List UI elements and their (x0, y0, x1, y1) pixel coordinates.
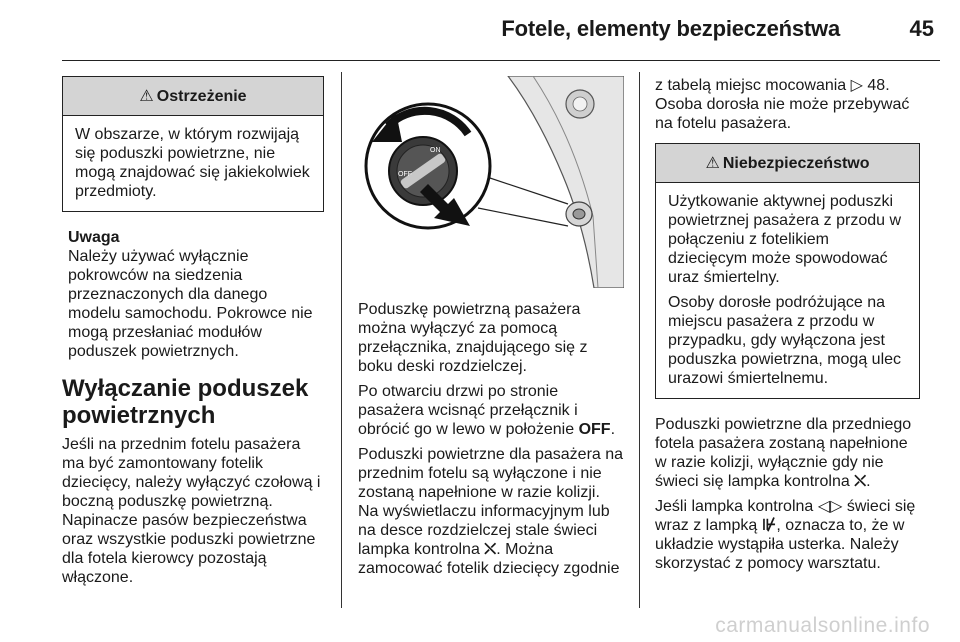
header-divider (62, 60, 940, 61)
warning-box (62, 76, 324, 212)
airbag-readiness-icon: ⊮ (761, 517, 777, 534)
para-fault-warning (655, 497, 920, 573)
note-title: Uwaga (68, 229, 120, 246)
airbag-off-icon: ⛌ (484, 541, 497, 558)
column-right (655, 76, 920, 579)
airbag-on-icon-right: ▷ (830, 498, 843, 515)
danger-box (655, 143, 920, 399)
watermark: carmanualsonline.info (715, 614, 930, 637)
airbag-off-icon: ⛌ (854, 473, 867, 490)
off-position-label: OFF (578, 421, 611, 438)
column-divider-2 (639, 72, 640, 608)
danger-box-text-2: Osoby dorosłe podróżujące na miejscu pasażera z przodu w przypadku, gdy wyłączona jest poduszka powietrzna, mogą ulec urazowi śmiertelnemu. (668, 294, 902, 387)
airbag-on-icon (818, 498, 843, 515)
para-mounting-table (655, 76, 920, 133)
danger-box-header (656, 144, 919, 183)
page-reference-icon: ▷ (850, 77, 863, 94)
danger-box-text-1: Użytkowanie aktywnej poduszki powietrznej pasażera z przodu w połączeniu z fotelikiem dziecięcym może spowodować uraz śmiertelny. (668, 193, 902, 286)
para-fault-warning-end: , oznacza to, że w układzie wystąpiła usterka. Należy skorzystać z pomocy warsztatu. (655, 517, 905, 572)
warning-triangle-icon: ⚠ (705, 155, 720, 172)
page-header-title: Fotele, elementy bezpieczeństwa (501, 16, 840, 41)
danger-box-title: Niebezpieczeństwo (722, 155, 870, 172)
para-mounting-table-end: . Osoba dorosła nie może przebywać na fotelu pasażera. (655, 77, 910, 132)
warning-box-title: Ostrzeżenie (156, 88, 247, 105)
para-airbags-active (655, 415, 920, 491)
danger-box-body (656, 183, 919, 398)
para-switch-operation-end: . (610, 421, 616, 438)
warning-triangle-icon: ⚠ (139, 88, 154, 105)
para-mounting-table-text: z tabelą miejsc mocowania (655, 77, 851, 94)
warning-box-header (63, 77, 323, 116)
column-divider-1 (341, 72, 342, 608)
para-airbags-disabled-text: Poduszki powietrzne dla pasażera na przednim fotelu są wyłączone i nie zostaną napełnione w razie kolizji. Na wyświetlaczu informacyjnym lub na desce rozdzielczej stale świeci lampka kontrolna (358, 446, 624, 558)
para-switch-operation-text: Po otwarciu drzwi po stronie pasażera wcisnąć przełącznik i obrócić go w lewo w położenie (358, 383, 579, 438)
para-switch-operation (358, 382, 624, 439)
para-fault-warning-text: Jeśli lampka kontrolna (655, 498, 818, 515)
para-airbags-disabled-end: . Można zamocować fotelik dziecięcy zgodnie (358, 541, 620, 577)
page-reference-link[interactable]: 48 (867, 77, 886, 94)
airbag-switch-illustration (358, 76, 624, 288)
para-switch-location: Poduszkę powietrzną pasażera można wyłączyć za pomocą przełącznika, znajdującego się z boku deski rozdzielczej. (358, 301, 588, 375)
column-left (62, 76, 324, 593)
para-airbags-disabled (358, 445, 624, 578)
column-middle (358, 76, 624, 584)
para-airbags-active-end: . (866, 473, 871, 490)
page-number: 45 (909, 16, 934, 41)
section-paragraph: Jeśli na przednim fotelu pasażera ma być zamontowany fotelik dziecięcy, należy wyłączyć czołową i boczną poduszkę powietrzną. Napinacze pasów bezpieczeństwa oraz wszystkie poduszki powietrzne dla fotela kierowcy pozostają włączone. (62, 436, 321, 586)
para-fault-warning-mid: świeci się wraz z lampką (655, 498, 916, 534)
switch-label-on: ON (430, 147, 441, 154)
switch-label-off: OFF (398, 171, 412, 178)
para-airbags-active-text: Poduszki powietrzne dla przedniego fotela pasażera zostaną napełnione w razie kolizji, wyłącznie gdy nie świeci się lampka kontrolna (655, 416, 912, 490)
warning-box-body (63, 116, 323, 211)
warning-box-text: W obszarze, w którym rozwijają się poduszki powietrzne, nie mogą znajdować się jakiekolwiek przedmioty. (75, 126, 310, 200)
note-text: Należy używać wyłącznie pokrowców na siedzenia przeznaczonych dla danego modelu samochodu. Pokrowce nie mogą przesłaniać modułów poduszek powietrznych. (68, 248, 313, 360)
airbag-on-icon-left: ◁ (817, 498, 831, 515)
section-heading: Wyłączanie poduszek powietrznych (62, 375, 309, 429)
